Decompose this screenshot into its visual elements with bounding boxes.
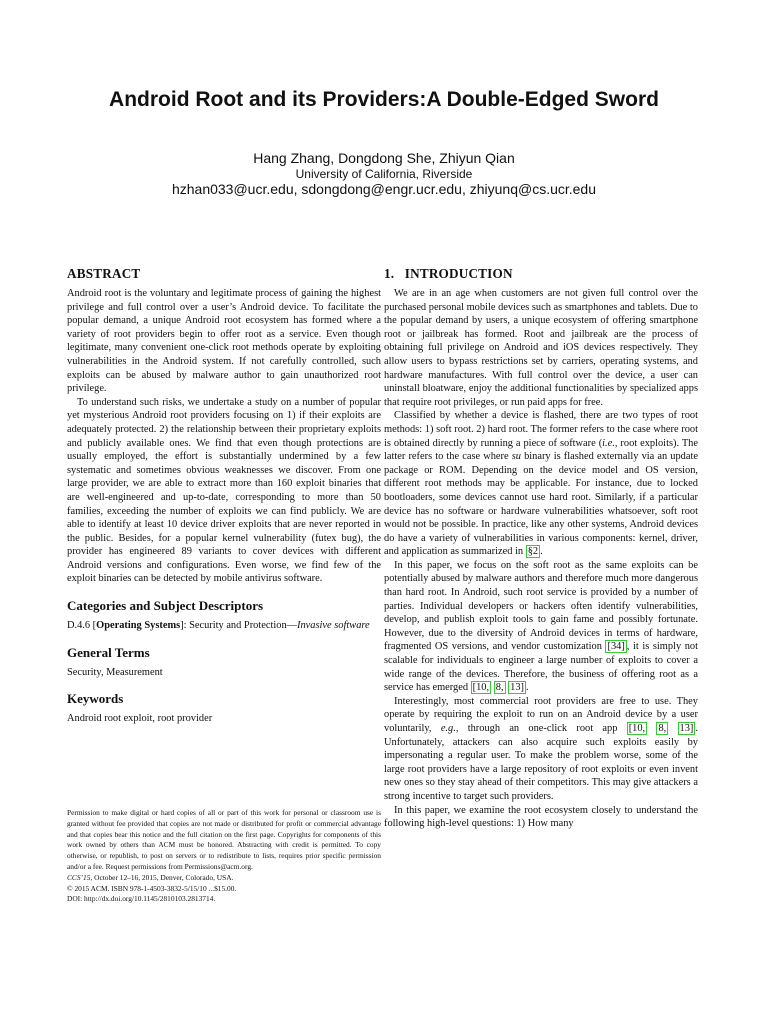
intro-p2-text-a: Classified by whether a device is flashed, there are two types of root methods: 1) soft root. 2) hard root. The former refers to the case where root is obtained directly by running a piece of software (: [384, 410, 698, 449]
author-block: [0, 150, 768, 198]
paper-title: Android Root and its Providers:A Double-Edged Sword: [109, 88, 659, 111]
doi-line: DOI: http://dx.doi.org/10.1145/2810103.2813714.: [67, 894, 216, 904]
citation-link[interactable]: [10,: [628, 723, 646, 734]
abstract-paragraph-2: To understand such risks, we undertake a study on a number of popular yet mysterious Android root providers focusing on 1) if their exploits are adequately protected. 2) the relationship between their proprietary exploits and publicly available ones. We find that even though protections are usually employed, the effort is substantially undermined by a few systematic and sometimes obvious weaknesses we discover. From one large provider, we are able to extract more than 160 exploit binaries that are well-engineered and up-to-date, corresponding to more than 50 families, exceeding the number of exploits we can find publicly. We are able to identify at least 10 device driver exploits that are never reported in the public. Besides, for a popular kernel vulnerability (futex bug), the provider has engineered 89 variants to cover devices with different Android versions and configurations. Even worse, we find few of the exploit binaries can be detected by mobile antivirus software.: [67, 396, 381, 585]
abstract-paragraph-1: Android root is the voluntary and legitimate process of gaining the highest privilege and full control over a user’s Android device. To facilitate the popular demand, a unique Android root ecosystem has formed where a variety of root providers begin to offer root as a service. Even though legitimate, many convenient one-click root methods operate by exploiting vulnerabilities in the Android system. If not carefully controlled, such exploits can be abused by malware author to gain unauthorized root privilege.: [67, 288, 381, 395]
intro-paragraph-2: [384, 409, 698, 559]
intro-p4-eg: e.g.: [440, 723, 456, 734]
categories-code: D.4.6 [: [67, 620, 97, 632]
introduction-heading: 1. INTRODUCTION: [384, 266, 513, 281]
categories-bold: Operating Systems: [96, 620, 181, 632]
keywords-heading: Keywords: [67, 691, 124, 707]
permission-text: Permission to make digital or hard copies of all or part of this work for personal or classroom use is granted without fee provided that copies are not made or distributed for profit or commercial advantage and that copies bear this notice and the full citation on the first page. Copyrights for components of this work owned by others than ACM must be honored. Abstracting with credit is permitted. To copy otherwise, or republish, to post on servers or to redistribute to lists, requires prior specific permission and/or a fee. Request permissions from Permissions@acm.org.: [67, 808, 381, 871]
categories-text: [67, 619, 381, 633]
copyright-line: © 2015 ACM. ISBN 978-1-4503-3832-5/15/10 ...$15.00.: [67, 883, 237, 893]
intro-p4-text-b: , through an one-click root app: [455, 723, 627, 734]
citation-link[interactable]: 13]: [510, 682, 524, 694]
citation-link[interactable]: 8,: [495, 682, 504, 694]
citation-link[interactable]: 13]: [679, 723, 694, 734]
intro-paragraph-1: We are in an age when customers are not given full control over the purchased personal mobile devices such as smartphones and tablets. Due to the popular demand by users, a unique ecosystem of offering smartphone root or jailbreak has formed. Root and jailbreak are the process of obtaining full privilege on Android and iOS devices respectively. They allow users to bypass restrictions set by carriers, operating systems, and hardware manufactures. With full control over the device, a user can uninstall bloatware, enjoy the additional functionalities by specialized apps that require root privileges, or run paid apps for free.: [384, 288, 698, 408]
categories-heading: Categories and Subject Descriptors: [67, 598, 264, 614]
author-emails: hzhan033@ucr.edu, sdongdong@engr.ucr.edu, zhiyunq@cs.ucr.edu: [171, 181, 597, 197]
conference-details: October 12–16, 2015, Denver, Colorado, USA.: [92, 872, 234, 882]
right-column: [384, 266, 698, 831]
categories-italic: Invasive software: [297, 620, 370, 632]
intro-p2-text-d: .: [540, 546, 543, 558]
left-column: [67, 266, 381, 726]
section-ref-link[interactable]: §2: [527, 546, 539, 558]
author-affiliation: University of California, Riverside: [295, 167, 473, 181]
abstract-heading: ABSTRACT: [67, 266, 141, 281]
conference-name: CCS’15,: [67, 872, 93, 882]
intro-p3-text-a: In this paper, we focus on the soft root as the same exploits can be potentially abused by malware authors and therefore much more dangerous than hard root. In Android, such root service is provided by a number of parties. Individual developers or hackers often identify vulnerabilities, develop, and publish exploit tools to gain fame and possibly fortunate. However, due to the diversity of Android devices in terms of hardware, fragmented OS versions, and vendor customization: [384, 559, 698, 653]
permission-block: [67, 808, 381, 905]
categories-rest: ]: Security and Protection—: [180, 620, 298, 632]
keywords-text: Android root exploit, root provider: [67, 713, 213, 725]
intro-p2-text-c: binary is flashed externally via an update package or ROM. Depending on the device model and OS version, different root methods may be applicable. For instance, due to locked bootloaders, some devices cannot use hard root. Similarly, if a particular device has no software or hardware vulnerabilities whatsoever, soft root would not be possible. In practice, like any other systems, Android devices do have a variety of vulnerabilities in various components: kernel, driver, and application as summarized in: [384, 451, 698, 558]
general-terms-text: Security, Measurement: [67, 666, 163, 678]
intro-p2-su: su: [511, 451, 521, 463]
citation-link[interactable]: [10,: [472, 682, 490, 694]
intro-p3-text-b: , it is simply not scalable for individuals to engineer a large number of exploits to cover a wide range of the devices. Therefore, the business of offering root as a service has emerged: [384, 641, 699, 694]
intro-p2-text-b: , root exploits). The latter refers to the case where: [384, 437, 698, 463]
author-names: Hang Zhang, Dongdong She, Zhiyun Qian: [253, 150, 515, 166]
intro-paragraph-4: [384, 695, 698, 804]
intro-p3-text-c: .: [525, 682, 529, 694]
intro-p4-text-a: Interestingly, most commercial root providers are free to use. They operate by requiring the exploit to run on an Android device by a user voluntarily,: [384, 695, 698, 734]
citation-link[interactable]: [34]: [607, 641, 625, 653]
intro-p2-ie: i.e.: [602, 437, 615, 449]
intro-p4-text-c: . Unfortunately, attackers can also acquire such exploits easily by impersonating a regular user. To make the problem worse, some of the large root providers have a large repository of root exploits or even invent new ones so they stay ahead of their competitors. This may give attackers a strong incentive to target such providers.: [384, 723, 698, 802]
intro-paragraph-3: [384, 559, 698, 695]
intro-paragraph-5: In this paper, we examine the root ecosystem closely to understand the following high-level questions: 1) How many: [384, 804, 698, 830]
citation-link[interactable]: 8,: [658, 723, 667, 734]
conference-line: [67, 873, 381, 884]
general-terms-heading: General Terms: [67, 644, 150, 660]
